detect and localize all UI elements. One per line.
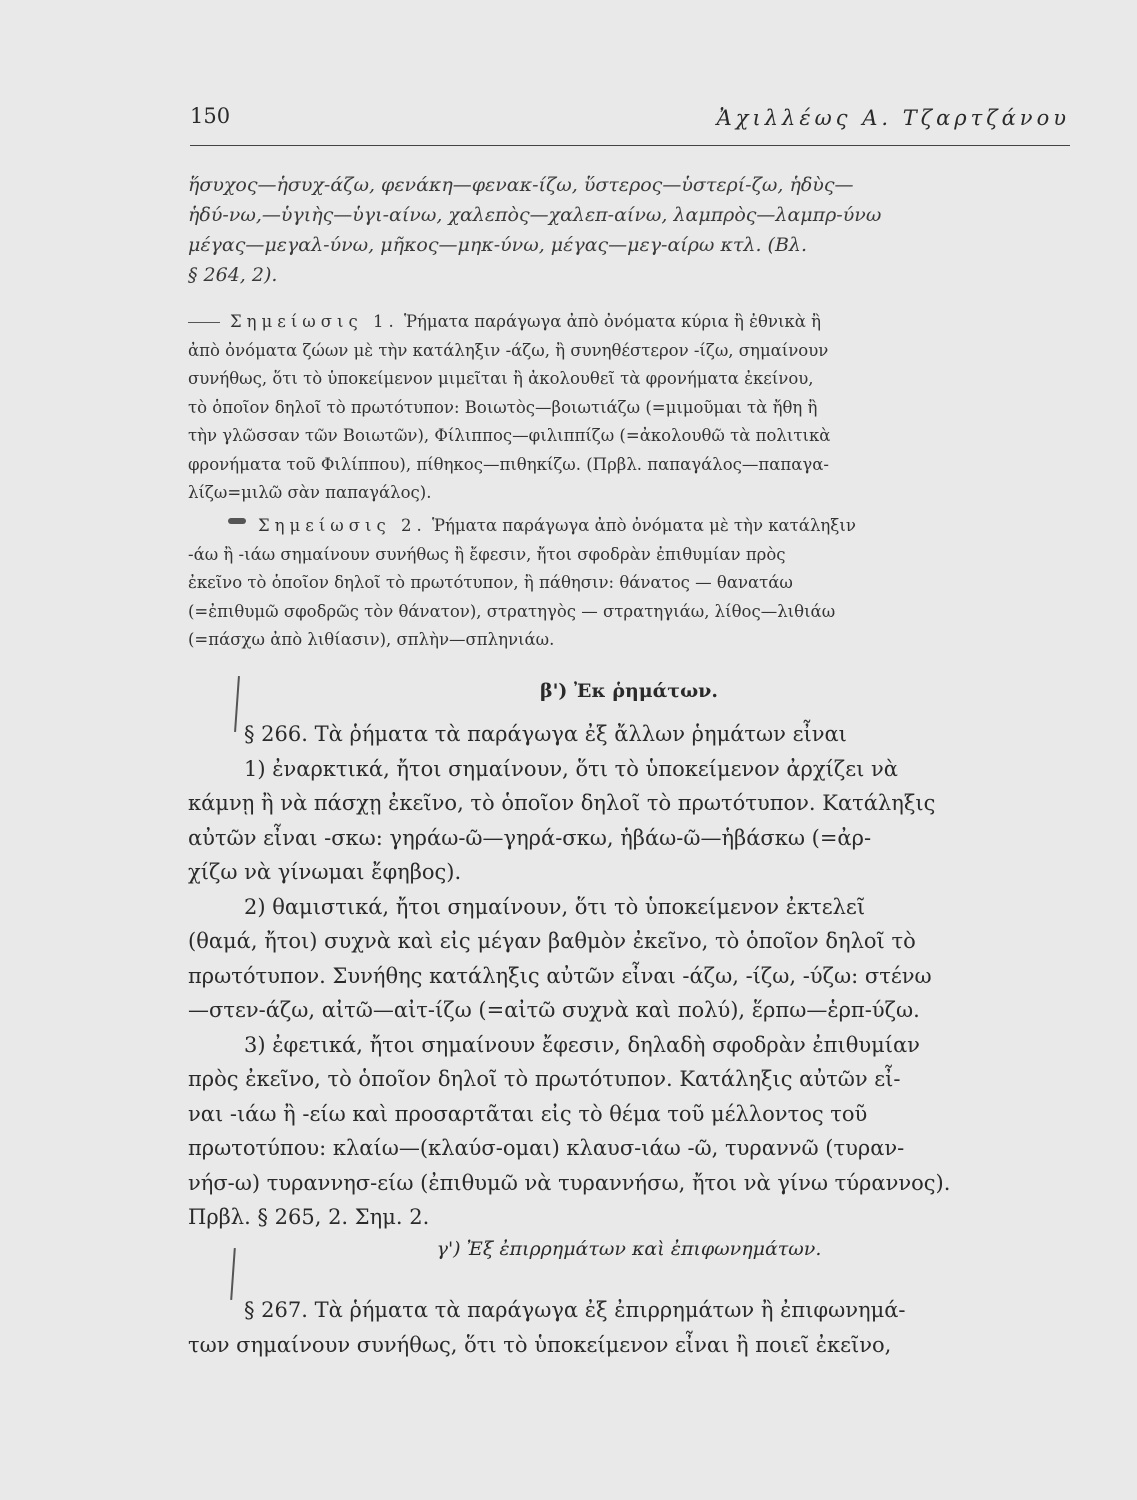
section-267 — [188, 1293, 1070, 1362]
text-line: ἀπὸ ὀνόματα ζώων μὲ τὴν κατάληξιν -άζω, ἢ συνηθέστερον -ίζω, σημαίνουν — [188, 340, 829, 360]
text-line: ναι -ιάω ἢ -είω καὶ προσαρτᾶται εἰς τὸ θέμα τοῦ μέλλοντος τοῦ — [188, 1101, 868, 1126]
text-line: χίζω νὰ γίνωμαι ἔφηβος). — [188, 860, 462, 884]
text-line: (=ἐπιθυμῶ σφοδρῶς τὸν θάνατον), στρατηγὸς — στρατηγιάω, λίθος—λιθιάω — [188, 601, 836, 621]
section-266 — [188, 717, 1070, 1235]
text-line: Πρβλ. § 265, 2. Σημ. 2. — [188, 1205, 430, 1229]
text-line: ἡδύ-νω,—ὑγιὴς—ὑγι-αίνω, χαλεπὸς—χαλεπ-αίνω, λαμπρὸς—λαμπρ-ύνω — [188, 204, 882, 226]
pencil-dash-mark — [188, 322, 220, 323]
note-label: Σημείωσις 2. — [258, 516, 427, 535]
page-header — [190, 104, 1070, 144]
text-line: πρωτοτύπου: κλαίω—(κλαύσ-ομαι) κλαυσ-ιάω -ῶ, τυραννῶ (τυραν- — [188, 1136, 905, 1160]
text-line: νήσ-ω) τυραννησ-είω (ἐπιθυμῶ νὰ τυραννήσω, ἤτοι νὰ γίνω τύραννος). — [188, 1170, 951, 1195]
text-line: § 267. Τὰ ῥήματα τὰ παράγωγα ἐξ ἐπιρρημάτων ἢ ἐπιφωνημά- — [244, 1298, 906, 1322]
text-line: -άω ἢ -ιάω σημαίνουν συνήθως ἢ ἔφεσιν, ἤτοι σφοδρὰν ἐπιθυμίαν πρὸς — [188, 544, 786, 564]
text-line: τὸ ὁποῖον δηλοῖ τὸ πρωτότυπον: Βοιωτὸς—βοιωτιάζω (=μιμοῦμαι τὰ ἤθη ἢ — [188, 397, 818, 417]
text-line: 3) ἐφετικά, ἤτοι σημαίνουν ἔφεσιν, δηλαδὴ σφοδρὰν ἐπιθυμίαν — [244, 1032, 920, 1057]
text-line: Σημείωσις 2. Ῥήματα παράγωγα ἀπὸ ὀνόματα μὲ τὴν κατάληξιν — [258, 516, 856, 535]
text-line: πρωτότυπον. Συνήθης κατάληξις αὐτῶν εἶναι -άζω, -ίζω, -ύζω: στένω — [188, 963, 932, 988]
note-label: Σημείωσις 1. — [230, 312, 399, 331]
text-line: § 264, 2). — [188, 264, 278, 286]
text-line: μέγας—μεγαλ-ύνω, μῆκος—μηκ-ύνω, μέγας—μεγ-αίρω κτλ. (Βλ. — [188, 234, 808, 256]
text-line: λίζω=μιλῶ σὰν παπαγάλος). — [188, 483, 432, 502]
text-line: 2) θαμιστικά, ἤτοι σημαίνουν, ὅτι τὸ ὑποκείμενον ἐκτελεῖ — [244, 894, 866, 919]
text-line: (θαμά, ἤτοι) συχνὰ καὶ εἰς μέγαν βαθμὸν ἐκεῖνο, τὸ ὁποῖον δηλοῖ τὸ — [188, 929, 916, 953]
text-line: Σημείωσις 1. Ῥήματα παράγωγα ἀπὸ ὀνόματα κύρια ἢ ἐθνικὰ ἢ — [188, 308, 1070, 337]
text-line: 1) ἐναρκτικά, ἤτοι σημαίνουν, ὅτι τὸ ὑποκείμενον ἀρχίζει νὰ — [244, 756, 898, 781]
text-line: (=πάσχω ἀπὸ λιθίασιν), σπλὴν—σπληνιάω. — [188, 630, 555, 649]
text-line: φρονήματα τοῦ Φιλίππου), πίθηκος—πιθηκίζω. (Πρβλ. παπαγάλος—παπαγα- — [188, 454, 829, 474]
section-heading-c: γ') Ἐξ ἐπιρρημάτων καὶ ἐπιφωνημάτων. — [436, 1238, 822, 1260]
header-rule — [190, 145, 1070, 146]
running-title: Ἀχιλλέως Α. Τζαρτζάνου — [716, 106, 1070, 130]
text-line: πρὸς ἐκεῖνο, τὸ ὁποῖον δηλοῖ τὸ πρωτότυπον. Κατάληξις αὐτῶν εἶ- — [188, 1067, 901, 1091]
section-heading-b: β') Ἐκ ῥημάτων. — [540, 680, 718, 702]
text-line: ἐκεῖνο τὸ ὁποῖον δηλοῖ τὸ πρωτότυπον, ἢ πάθησιν: θάνατος — θανατάω — [188, 573, 793, 592]
text-line: τὴν γλῶσσαν τῶν Βοιωτῶν), Φίλιππος—φιλιππίζω (=ἀκολουθῶ τὰ πολιτικὰ — [188, 426, 831, 445]
text-line: των σημαίνουν συνήθως, ὅτι τὸ ὑποκείμενον εἶναι ἢ ποιεῖ ἐκεῖνο, — [188, 1332, 892, 1357]
text-line: συνήθως, ὅτι τὸ ὑποκείμενον μιμεῖται ἢ ἀκολουθεῖ τὰ φρονήματα ἐκείνου, — [188, 369, 814, 388]
note-2 — [188, 512, 1070, 655]
note-1 — [188, 308, 1070, 508]
text-line: αὐτῶν εἶναι -σκω: γηράω-ῶ—γηρά-σκω, ἡβάω-ῶ—ἡβάσκω (=ἀρ- — [188, 825, 872, 850]
text-line: ἥσυχος—ἡσυχ-άζω, φενάκη—φενακ-ίζω, ὕστερος—ὑστερί-ζω, ἡδὺς— — [188, 174, 854, 196]
examples-continuation — [188, 170, 1070, 290]
page-number: 150 — [190, 104, 231, 128]
text-line: —στεν-άζω, αἰτῶ—αἰτ-ίζω (=αἰτῶ συχνὰ καὶ πολύ), ἕρπω—ἑρπ-ύζω. — [188, 998, 920, 1022]
text-line: κάμνῃ ἢ νὰ πάσχῃ ἐκεῖνο, τὸ ὁποῖον δηλοῖ τὸ πρωτότυπον. Κατάληξις — [188, 791, 936, 815]
text-line: § 266. Τὰ ῥήματα τὰ παράγωγα ἐξ ἄλλων ῥημάτων εἶναι — [244, 722, 847, 746]
